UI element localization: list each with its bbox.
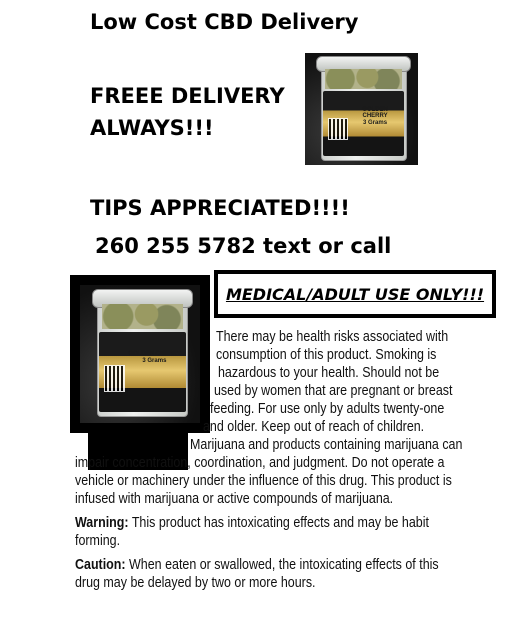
caution-text: When eaten or swallowed, the intoxicating effects of this	[125, 557, 439, 573]
warning-label: Warning:	[75, 515, 129, 531]
notice-line-8: impair concentration, coordination, and judgment. Do not operate a	[75, 455, 445, 471]
notice-line-5: feeding. For use only by adults twenty-one	[210, 401, 445, 417]
caution-label: Caution:	[75, 557, 126, 573]
phone-contact: 260 255 5782 text or call	[95, 234, 392, 258]
notice-line-9: vehicle or machinery under the influence of this drug. This product is	[75, 473, 452, 489]
warning-text: This product has intoxicating effects and may be habit	[128, 515, 429, 531]
always-line: ALWAYS!!!	[90, 116, 214, 140]
notice-line-2: consumption of this product. Smoking is	[216, 347, 437, 363]
notice-line-6: and older. Keep out of reach of children.	[203, 419, 425, 435]
notice-line-10: infused with marijuana or active compounds of marijuana.	[75, 491, 394, 507]
warning-line	[75, 514, 429, 532]
product-jar-photo-top: GOLDEN CHERRY 3 Grams	[305, 53, 418, 165]
caution-line-2: drug may be delayed by two or more hours.	[75, 575, 316, 591]
caution-line	[75, 556, 439, 574]
notice-line-1: There may be health risks associated with	[216, 329, 449, 345]
medical-use-box	[214, 270, 496, 318]
product-jar-photo-bottom: GOLDEN CHERRY 3 Grams	[80, 285, 200, 423]
warning-line-2: forming.	[75, 533, 121, 549]
notice-line-7: Marijuana and products containing marijuana can	[190, 437, 463, 453]
free-delivery-line: FREEE DELIVERY	[90, 84, 285, 108]
tips-line: TIPS APPRECIATED!!!!	[90, 196, 350, 220]
flyer-title: Low Cost CBD Delivery	[90, 10, 359, 34]
notice-line-4: used by women that are pregnant or breast	[214, 383, 453, 399]
medical-use-text: MEDICAL/ADULT USE ONLY!!!	[225, 284, 485, 304]
notice-line-3: hazardous to your health. Should not be	[218, 365, 440, 381]
